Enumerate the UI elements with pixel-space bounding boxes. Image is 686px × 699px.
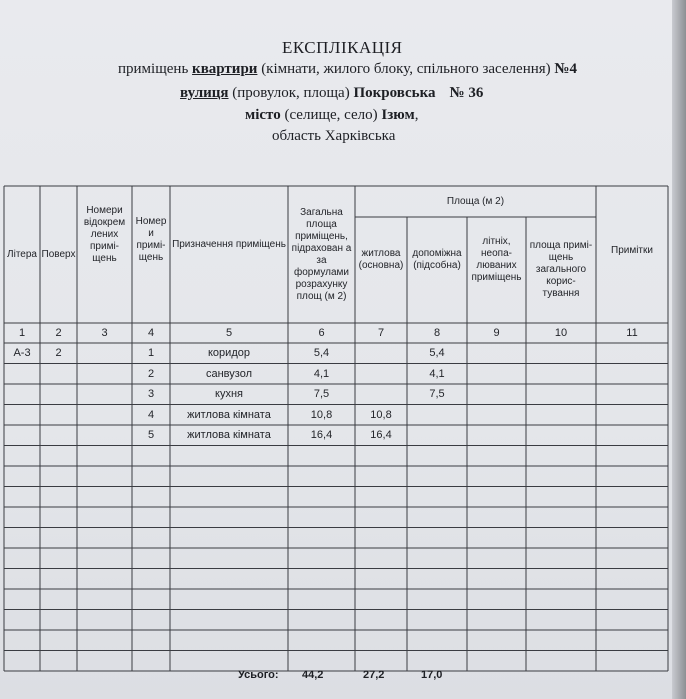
row-total: 10,8 xyxy=(310,408,333,421)
line3-bold: місто xyxy=(245,107,281,123)
totals-total: 44,2 xyxy=(302,669,324,681)
row-poverkh xyxy=(40,425,77,446)
column-number: 8 xyxy=(433,327,441,339)
header-litera: Літера xyxy=(7,248,37,260)
row-name: коридор xyxy=(208,347,250,360)
row-nomer: 1 xyxy=(147,347,155,360)
line1-post: (кімнати, жилого блоку, спільного заселення) xyxy=(257,61,555,77)
row-zhytlova: 10,8 xyxy=(370,408,392,421)
column-number: 7 xyxy=(377,327,385,339)
header-zahal-kor: площа примі- щень загального корис- тування xyxy=(529,240,593,299)
header-nomer: Номер и примі- щень xyxy=(135,215,167,263)
street-name: Покровська xyxy=(353,85,436,101)
column-number: 3 xyxy=(101,327,108,339)
line1-pre: приміщень xyxy=(118,61,193,77)
row-litera xyxy=(4,405,40,426)
totals-zhytlova: 27,2 xyxy=(363,669,385,681)
row-dopomizhna: 5,4 xyxy=(429,347,445,360)
row-litera xyxy=(4,425,40,446)
column-number: 5 xyxy=(225,327,233,339)
row-name: кухня xyxy=(215,388,243,401)
row-poverkh xyxy=(40,384,77,405)
row-zhytlova xyxy=(355,343,407,364)
document-title: ЕКСПЛІКАЦІЯ xyxy=(282,38,403,57)
header-litnikh: літніх, неопа- люваних приміщень xyxy=(471,236,522,283)
row-poverkh: 2 xyxy=(55,347,62,360)
row-litera: А-3 xyxy=(13,347,31,360)
line3-post: (селище, село) xyxy=(280,107,382,123)
row-zhytlova xyxy=(355,364,407,385)
header-prymitky: Примітки xyxy=(611,244,653,256)
column-number: 11 xyxy=(626,327,638,339)
row-nomer: 5 xyxy=(147,429,155,442)
row-poverkh xyxy=(40,405,77,426)
column-number: 9 xyxy=(493,327,500,339)
row-zhytlova: 16,4 xyxy=(370,429,392,442)
line3-comma: , xyxy=(414,107,419,123)
row-dopomizhna: 4,1 xyxy=(429,367,445,380)
row-total: 4,1 xyxy=(313,367,330,380)
totals-dopomizhna: 17,0 xyxy=(421,669,443,681)
header-zahalna: Загальна площа приміщень, підрахован а за формулами розрахунку площ (м 2) xyxy=(291,206,352,302)
line1-bold: квартири xyxy=(192,61,258,77)
row-total: 7,5 xyxy=(313,388,330,401)
header-nomery: Номери відокрем лених примі- щень xyxy=(83,204,126,264)
column-number: 1 xyxy=(18,327,26,339)
row-litera xyxy=(4,384,40,405)
line4-pre: область xyxy=(272,128,325,144)
header-poverkh: Поверх xyxy=(41,248,76,260)
row-nomer: 2 xyxy=(147,367,155,380)
line2-bold: вулиця xyxy=(180,85,229,101)
row-total: 16,4 xyxy=(310,429,333,442)
column-number: 6 xyxy=(318,327,325,339)
apartment-number: №4 xyxy=(554,61,577,77)
header-zhytlova: житлова (основна) xyxy=(358,248,404,271)
row-dopomizhna xyxy=(407,405,467,426)
header-ploshcha: Площа (м 2) xyxy=(446,195,505,207)
column-number: 4 xyxy=(147,327,155,339)
row-dopomizhna xyxy=(407,425,467,446)
column-number: 10 xyxy=(554,327,568,339)
row-zhytlova xyxy=(355,384,407,405)
header-dopomizhna: допоміжна (підсобна) xyxy=(412,248,462,271)
row-name: житлова кімната xyxy=(187,408,271,421)
header-pryznachennia: Призначення приміщень xyxy=(172,238,286,250)
row-dopomizhna: 7,5 xyxy=(429,388,445,401)
row-nomer: 3 xyxy=(147,388,155,401)
column-number: 2 xyxy=(55,327,62,339)
row-nomer: 4 xyxy=(147,408,155,421)
row-poverkh xyxy=(40,364,77,385)
row-name: житлова кімната xyxy=(187,429,271,442)
row-litera xyxy=(4,364,40,385)
totals-label: Усього: xyxy=(238,669,279,681)
building-number: № 36 xyxy=(449,85,484,101)
line2-post: (провулок, площа) xyxy=(228,85,354,101)
row-total: 5,4 xyxy=(313,347,330,360)
row-name: санвузол xyxy=(205,367,252,380)
region-name: Харківська xyxy=(324,128,396,144)
city-name: Ізюм xyxy=(381,107,415,123)
